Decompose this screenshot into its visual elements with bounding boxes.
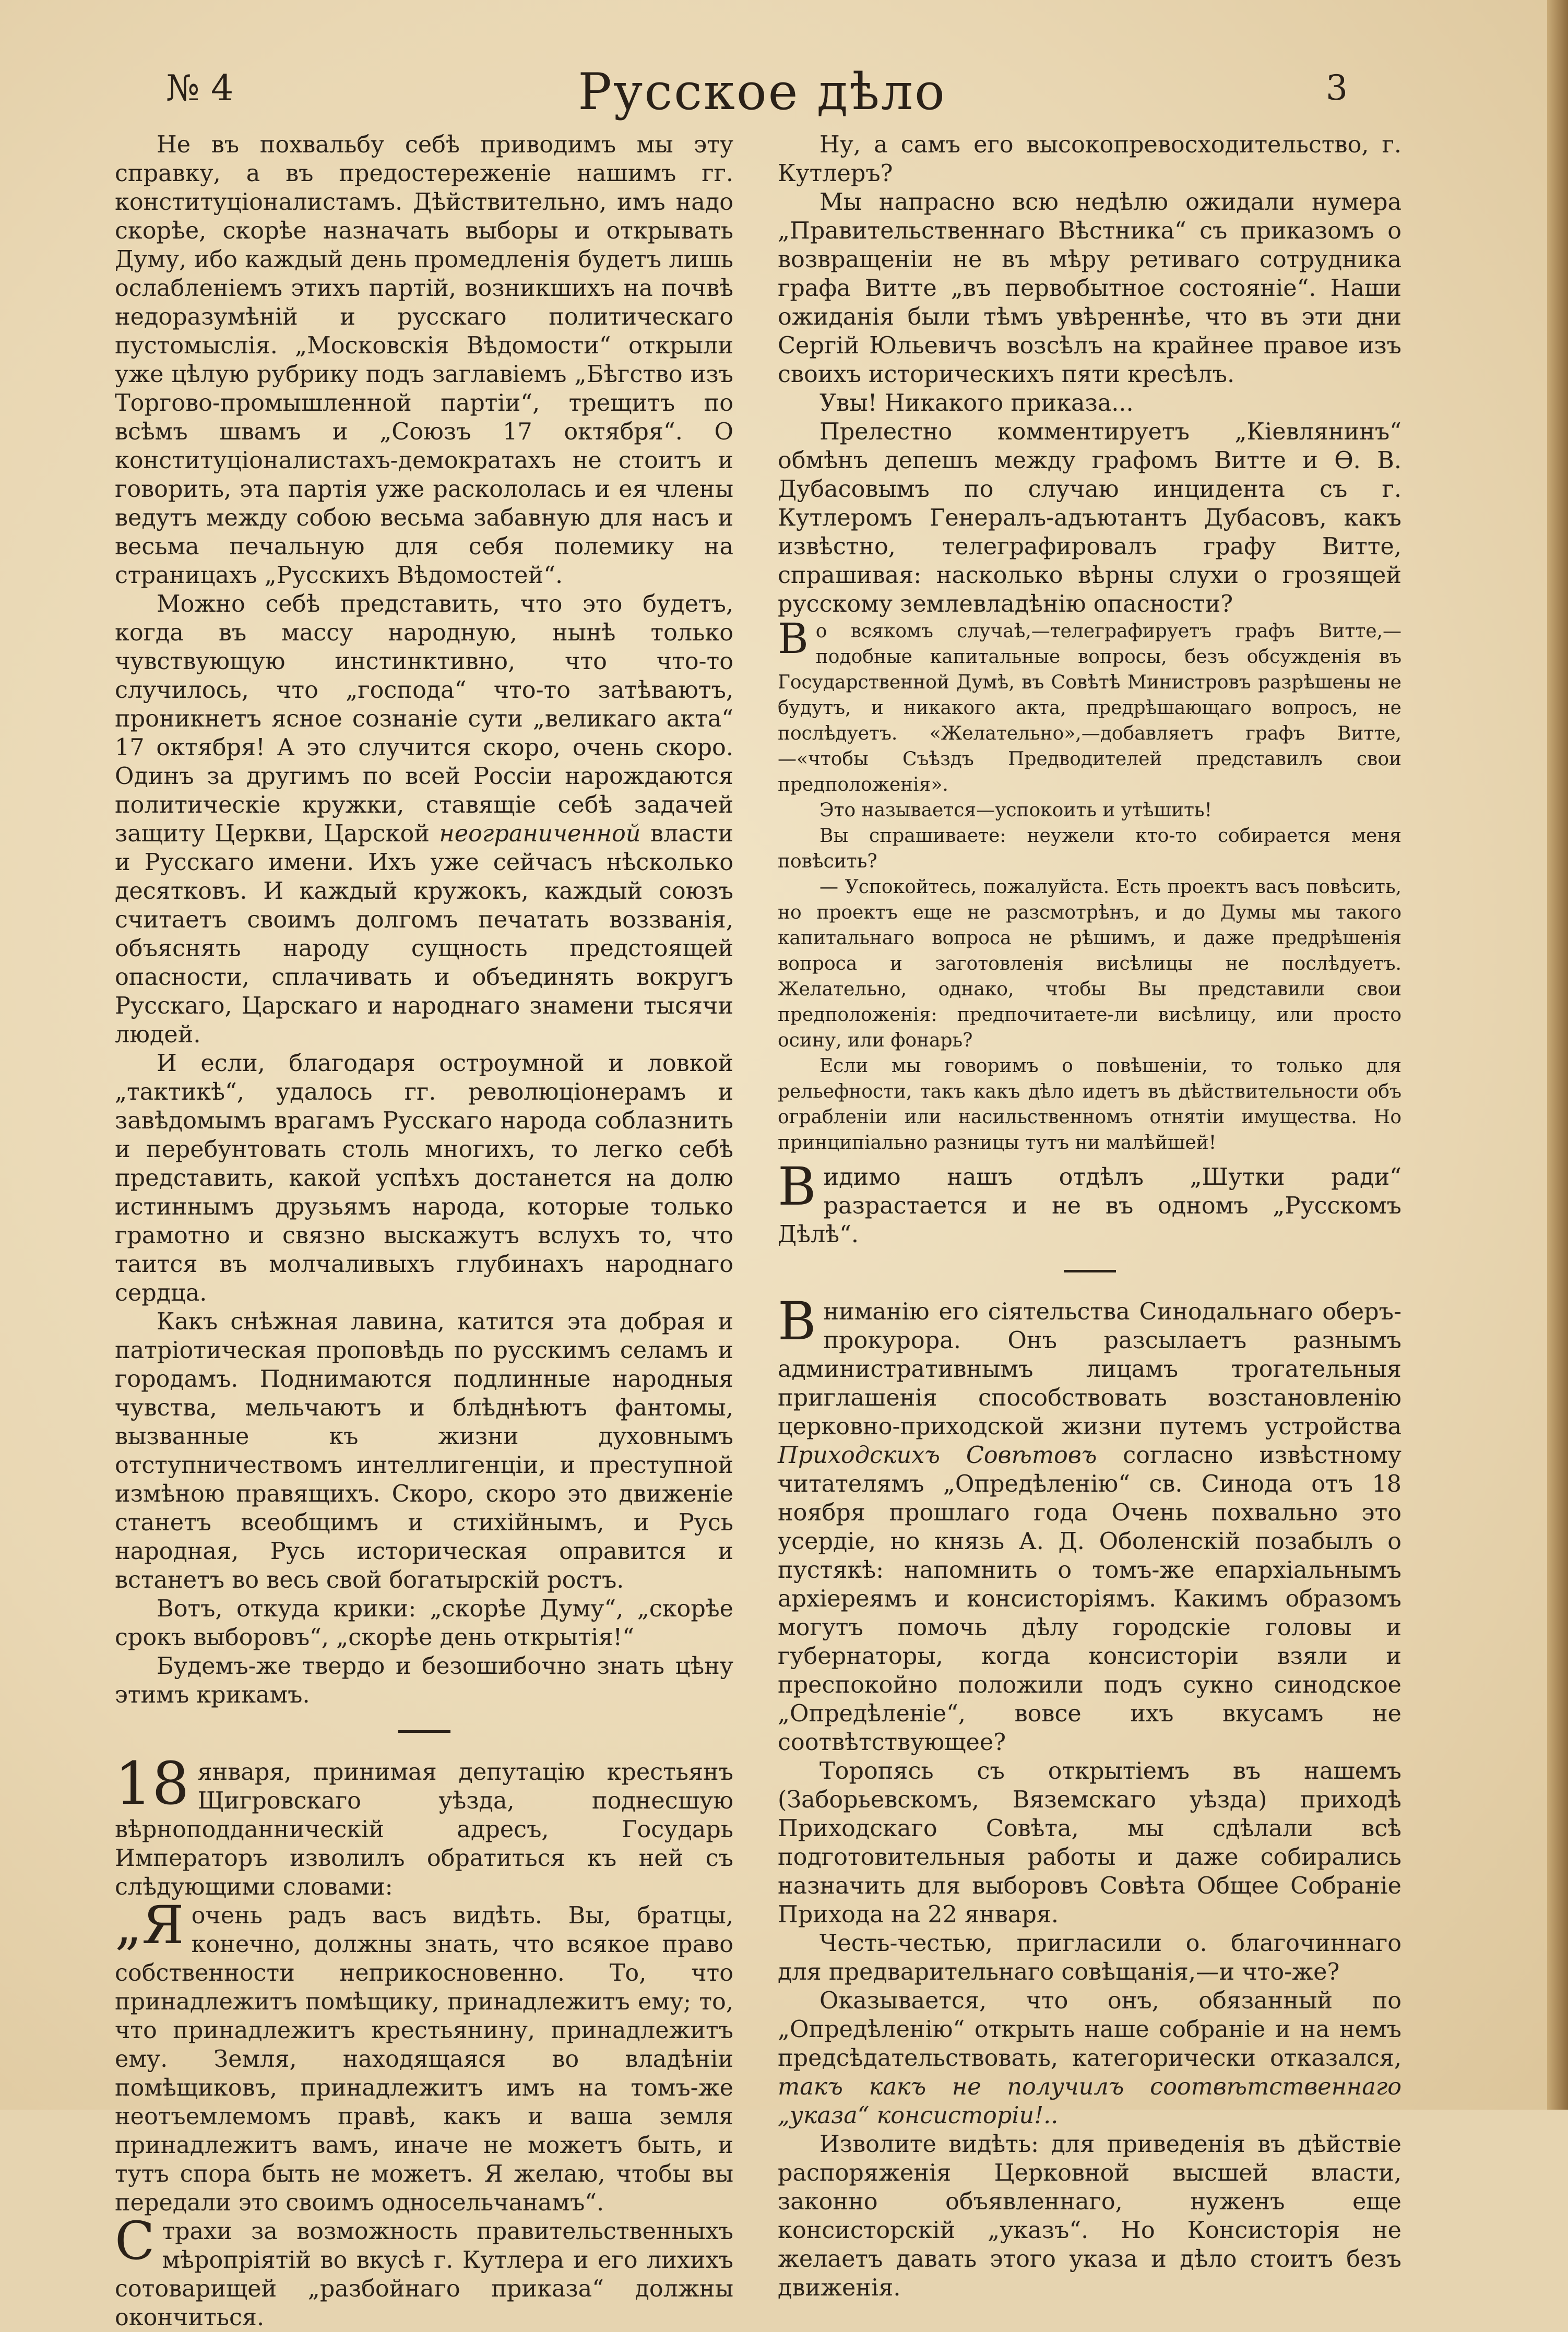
paragraph: Мы напрасно всю недѣлю ожидали нумера „Правительственнаго Вѣстника“ съ приказомъ о возвращеніи не въ мѣру ретиваго сотрудника графа Витте „въ первобытное состояніе“. Наши ожиданія были тѣмъ увѣреннѣе, что въ эти дни Сергій Юльевичъ возсѣлъ на крайнее правое изъ своихъ историческихъ пяти кресѣлъ. bbox=[778, 189, 1401, 388]
paragraph: Будемъ-же твердо и безошибочно знать цѣну этимъ крикамъ. bbox=[115, 1653, 733, 1708]
article-paragraph: 18 января, принимая депутацію крестьянъ Щигровскаго уѣзда, поднесшую вѣрноподданническій адресъ, Государь Императоръ изволилъ обратиться къ ней съ слѣдующими словами: bbox=[115, 1750, 733, 1900]
emphasis-text: Приходскихъ Совѣтовъ bbox=[778, 1442, 1097, 1469]
small-paragraph: Вы спрашиваете: неужели кто-то собирается меня повѣсить? bbox=[778, 825, 1401, 872]
binding-edge bbox=[1547, 0, 1568, 2110]
page-header bbox=[0, 63, 1535, 130]
paragraph: Вотъ, откуда крики: „скорѣе Думу“, „скорѣе срокъ выборовъ“, „скорѣе день открытія!“ bbox=[115, 1596, 733, 1651]
paragraph: Оказывается, что онъ, обязанный по „Опредѣленію“ открыть наше собраніе и на немъ предсѣдательствовать, категорически отказался, такъ какъ не получилъ соотвѣтственнаго „указа“ консисторіи!.. bbox=[778, 1988, 1401, 2129]
right-column bbox=[778, 130, 1401, 2302]
paragraph: Не въ похвальбу себѣ приводимъ мы эту справку, а въ предостереженіе нашимъ гг. конституціоналистамъ. Дѣйствительно, имъ надо скорѣе, скорѣе назначать выборы и открывать Думу, ибо каждый день промедленія будетъ лишь ослабленіемъ этихъ партій, возникшихъ на почвѣ недоразумѣній и русскаго политическаго пустомыслія. „Московскія Вѣдомости“ открыли уже цѣлую рубрику подъ заглавіемъ „Бѣгство изъ Торгово-промышленной партіи“, трещитъ по всѣмъ швамъ и „Союзъ 17 октября“. О конституціоналистахъ-демократахъ не стоитъ и говорить, эта партія уже раскололась и ея члены ведутъ между собою весьма забавную для насъ и весьма печальную для себя полемику на страницахъ „Русскихъ Вѣдомостей“. bbox=[115, 132, 733, 589]
emphasis-text: такъ какъ не получилъ соотвѣтственнаго „указа“ консисторіи!.. bbox=[778, 2074, 1401, 2129]
drop-cap: 18 bbox=[115, 1750, 189, 1818]
drop-cap: В bbox=[778, 1291, 816, 1352]
drop-cap: В bbox=[778, 614, 809, 663]
paragraph: Ну, а самъ его высокопревосходительство, г. Кутлеръ? bbox=[778, 132, 1401, 187]
paragraph: Изволите видѣть: для приведенія въ дѣйствіе распоряженія Церковной высшей власти, законно объявленнаго, нуженъ еще консисторскій „указъ“. Но Консисторія не желаетъ давать этого указа и дѣло стоитъ безъ движенія. bbox=[778, 2131, 1401, 2301]
article-paragraph: Видимо нашъ отдѣлъ „Шутки ради“ разрастается и не въ одномъ „Русскомъ Дѣлѣ“. bbox=[778, 1156, 1401, 1248]
quotation-paragraph: „Яочень радъ васъ видѣть. Вы, братцы, конечно, должны знать, что всякое право собственности неприкосновенно. То, что принадлежитъ помѣщику, принадлежитъ ему; то, что принадлежитъ крестьянину, принадлежитъ ему. Земля, находящаяся во владѣніи помѣщиковъ, принадлежитъ имъ на томъ-же неотъемлемомъ правѣ, какъ и ваша земля принадлежитъ вамъ, иначе не можетъ быть, и тутъ спора быть не можетъ. Я желаю, чтобы вы передали это своимъ односельчанамъ“. bbox=[115, 1895, 733, 2216]
small-paragraph: Если мы говоримъ о повѣшеніи, то только для рельефности, такъ какъ дѣло идетъ въ дѣйствительности объ ограбленіи или насильственномъ отнятіи имущества. Но принципіально разницы тутъ ни малѣйшей! bbox=[778, 1055, 1401, 1153]
article-paragraph: Вниманію его сіятельства Синодальнаго оберъ-прокурора. Онъ разсылаетъ разнымъ административнымъ лицамъ трогательныя приглашенія способствовать возстановленію церковно-приходской жизни путемъ устройства Приходскихъ Совѣтовъ согласно извѣстному читателямъ „Опредѣленію“ св. Синода отъ 18 ноября прошлаго года Очень похвально это усердіе, но князь А. Д. Оболенскій позабылъ о пустякѣ: напомнить о томъ-же епархіальнымъ архіереямъ и консисторіямъ. Какимъ образомъ могутъ помочь дѣлу городскіе головы и губернаторы, когда консисторіи взяли и преспокойно положили подъ сукно синодское „Опредѣленіе“, вовсе ихъ вкусамъ не соотвѣтствующее? bbox=[778, 1291, 1401, 1756]
drop-cap: В bbox=[778, 1156, 816, 1217]
quoted-telegram: Во всякомъ случаѣ,—телеграфируетъ графъ Витте,—подобные капитальные вопросы, безъ обсужденія въ Государственной Думѣ, въ Совѣтѣ Министровъ разрѣшены не будутъ, и никакого акта, предрѣшающаго вопросъ, не послѣдуетъ. «Желательно»,—добавляетъ графъ Витте,—«чтобы Съѣздъ Предводителей представилъ свои предположенія». bbox=[778, 614, 1401, 795]
page-number: 3 bbox=[1326, 68, 1348, 108]
small-paragraph: — Успокойтесь, пожалуйста. Есть проектъ васъ повѣсить, но проектъ еще не разсмотрѣнъ, и до Думы мы такого капитальнаго вопроса не рѣшимъ, и даже предрѣшенія вопроса и заготовленія висѣлицы не послѣдуетъ. Желательно, однако, чтобы Вы представили свои предположенія: предпочитаете-ли висѣлицу, или просто осину, или фонарь? bbox=[778, 876, 1401, 1051]
small-paragraph: Это называется—успокоить и утѣшить! bbox=[819, 800, 1212, 821]
section-divider bbox=[398, 1730, 450, 1733]
paragraph: Торопясь съ открытіемъ въ нашемъ (Заборьевскомъ, Вяземскаго уѣзда) приходѣ Приходскаго Совѣта, мы сдѣлали всѣ подготовительныя работы и даже собирались назначить для выборовъ Совѣта Общее Собраніе Прихода на 22 января. bbox=[778, 1758, 1401, 1928]
paragraph: Какъ снѣжная лавина, катится эта добрая и патріотическая проповѣдь по русскимъ селамъ и городамъ. Поднимаются подлинные народныя чувства, мельчаютъ и блѣднѣютъ фантомы, вызванные къ жизни духовнымъ отступничествомъ интеллигенціи, и преступной измѣною правящихъ. Скоро, скоро это движеніе станетъ всеобщимъ и стихійнымъ, и Русь народная, Русь историческая оправится и встанетъ во весь свой богатырскій ростъ. bbox=[115, 1308, 733, 1593]
emphasis-text: неограниченной bbox=[439, 820, 641, 847]
paragraph: И если, благодаря остроумной и ловкой „тактикѣ“, удалось гг. революціонерамъ и завѣдомымъ врагамъ Русскаго народа соблазнить и перебунтовать столь многихъ, то легко себѣ представить, какой успѣхъ достанется на долю истиннымъ друзьямъ народа, которые только грамотно и связно выскажутъ вслухъ то, что таится въ молчаливыхъ глубинахъ народнаго сердца. bbox=[115, 1050, 733, 1306]
paragraph: Прелестно комментируетъ „Кіевлянинъ“ обмѣнъ депешъ между графомъ Витте и Ѳ. В. Дубасовымъ по случаю инцидента съ г. Кутлеромъ Генералъ-адъютантъ Дубасовъ, какъ извѣстно, телеграфировалъ графу Витте, спрашивая: насколько вѣрны слухи о грозящей русскому землевладѣнію опасности? bbox=[778, 419, 1401, 617]
left-column bbox=[115, 130, 733, 2332]
drop-cap: С bbox=[115, 2210, 155, 2271]
section-divider bbox=[1064, 1270, 1116, 1272]
paragraph: Честь-честью, пригласили о. благочиннаго для предварительнаго совѣщанія,—и что-же? bbox=[778, 1930, 1401, 1985]
issue-number: № 4 bbox=[166, 68, 234, 109]
drop-cap: „Я bbox=[115, 1895, 184, 1956]
paragraph: Можно себѣ представить, что это будетъ, когда въ массу народную, нынѣ только чувствующую инстинктивно, что что-то случилось, что „господа“ что-то затѣваютъ, проникнетъ ясное сознаніе сути „великаго акта“ 17 октября! А это случится скоро, очень скоро. Одинъ за другимъ по всей Россіи нарождаются политическіе кружки, ставящіе себѣ задачей защиту Церкви, Царской неограниченной власти и Русскаго имени. Ихъ уже сейчасъ нѣсколько десятковъ. И каждый кружокъ, каждый союзъ считаетъ своимъ долгомъ печатать воззванія, объяснять народу сущность предстоящей опасности, сплачивать и объединять вокругъ Русскаго, Царскаго и народнаго знамени тысячи людей. bbox=[115, 591, 733, 1048]
paragraph: Увы! Никакого приказа... bbox=[819, 390, 1134, 417]
newspaper-title: Русское дѣло bbox=[578, 63, 946, 121]
article-paragraph: Страхи за возможность правительственныхъ мѣропріятій во вкусѣ г. Кутлера и его лихихъ сотоварищей „разбойнаго приказа“ должны окончиться. bbox=[115, 2210, 733, 2331]
